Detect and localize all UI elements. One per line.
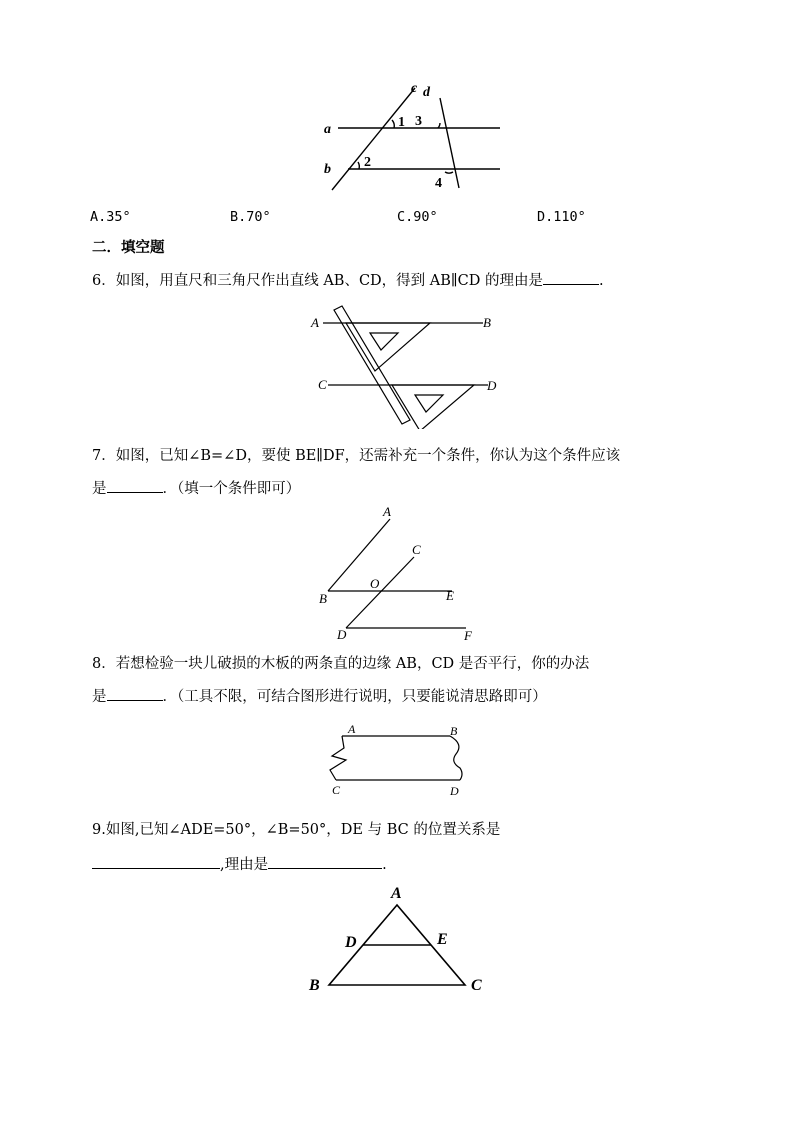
label-D: D [345,934,357,951]
label-A: A [391,885,402,902]
label-B: B [450,724,458,738]
answer-blank-6[interactable] [543,270,599,285]
question-7-line1: 7．如图，已知∠B=∠D，要使 BE∥DF，还需补充一个条件，你认为这个条件应该 [92,448,621,464]
label-C: C [332,783,341,797]
label-A: A [311,315,319,330]
figure-triangle-ade [305,878,490,998]
answer-blank-9b[interactable] [268,854,382,869]
question-6-end: . [598,273,604,289]
question-7-end: ．（填一个条件即可） [162,481,301,497]
label-E: E [446,588,454,603]
label-F: F [464,628,472,643]
label-B: B [309,977,320,994]
question-8-end: ．（工具不限，可结合图形进行说明，只要能说清思路即可） [162,689,547,705]
answer-blank-9a[interactable] [92,854,220,869]
answer-blank-7[interactable] [107,478,163,493]
question-6-text: 6．如图，用直尺和三角尺作出直线 AB、CD，得到 AB∥CD 的理由是 [92,273,543,289]
angle-arc-1 [392,120,394,128]
figure-broken-board [322,720,472,800]
label-A: A [383,504,391,519]
segment-dc [346,557,414,628]
figure-ruler-triangles [308,304,508,429]
label-d: d [423,85,430,100]
label-A: A [348,722,356,736]
label-3: 3 [415,114,422,129]
label-D: D [337,627,347,642]
question-8-line2 [92,686,712,707]
broken-left-edge [330,736,346,780]
label-D: D [450,784,459,798]
label-1: 1 [398,115,405,130]
question-9-line1: 9.如图,已知∠ADE=50°，∠B=50°，DE 与 BC 的位置关系是 [92,822,501,838]
question-9-mid: ,理由是 [220,857,269,873]
label-2: 2 [364,155,371,170]
option-d: D.110° [537,209,586,225]
label-4: 4 [435,176,442,191]
figure-angles-be-df [312,503,487,643]
question-7-line2 [92,478,712,499]
triangle-bottom-inner [415,395,443,412]
label-B: B [483,315,491,330]
question-9-line2 [92,854,712,875]
label-c: c [411,81,418,96]
triangle-top-inner [370,333,398,350]
triangle-top [346,323,430,371]
label-O: O [370,576,380,591]
label-C: C [471,977,482,994]
label-C: C [412,542,421,557]
angle-arc-2 [358,162,359,169]
angle-arc-3 [438,123,440,128]
label-E: E [437,931,448,948]
question-8-start: 是 [92,689,107,705]
line-d [440,98,459,188]
option-a: A.35° [90,209,131,225]
question-7-start: 是 [92,481,107,497]
line-c [332,88,415,190]
figure-parallel-lines-angles [318,80,508,195]
label-B: B [319,591,327,606]
label-a: a [324,122,331,137]
broken-right-edge [450,736,462,780]
answer-blank-8[interactable] [107,686,163,701]
option-c: C.90° [397,209,438,225]
label-D: D [487,378,497,393]
segment-ba [328,519,390,591]
label-b: b [324,162,331,177]
label-C: C [318,377,327,392]
question-9-end: . [382,857,387,873]
question-6 [92,270,712,291]
section-title: 二．填空题 [92,240,165,256]
angle-arc-4 [445,172,453,173]
option-b: B.70° [230,209,271,225]
question-8-line1: 8．若想检验一块儿破损的木板的两条直的边缘 AB，CD 是否平行，你的办法 [92,656,590,672]
